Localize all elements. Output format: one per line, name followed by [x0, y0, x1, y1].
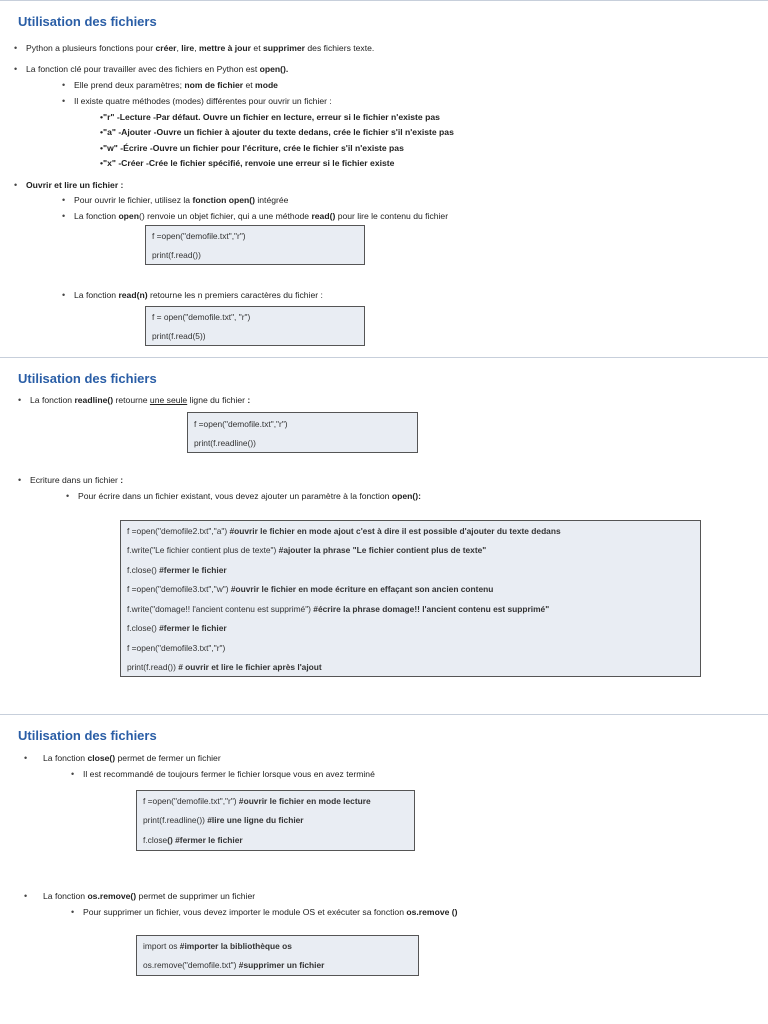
slide-1 — [0, 0, 768, 358]
bullet-text: La fonction read(n) retourne les n premiers caractères du fichier : — [74, 290, 323, 300]
bullet-icon: • — [18, 395, 22, 405]
bullet-text: La fonction open() renvoie un objet fichier, qui a une méthode read() pour lire le contenu du fichier — [74, 211, 449, 221]
bullet-text: Ouvrir et lire un fichier : — [26, 180, 124, 190]
bullet-icon: • — [24, 891, 28, 901]
bullet-text: Pour écrire dans un fichier existant, vous devez ajouter un paramètre à la fonction open(): — [78, 491, 421, 501]
bullet-icon: • — [62, 96, 66, 106]
code-line: print(f.readline()) — [194, 438, 256, 448]
code-block — [120, 520, 701, 677]
bullet-icon: • — [24, 753, 28, 763]
bullet-icon: • — [18, 475, 22, 485]
code-block — [136, 935, 419, 976]
mode-item: •"r" -Lecture -Par défaut. Ouvre un fichier en lecture, erreur si le fichier n'existe pas — [100, 112, 440, 122]
code-line: f.close() #fermer le fichier — [143, 835, 243, 845]
bullet-icon: • — [14, 64, 18, 74]
code-line: f.close() #fermer le fichier — [127, 565, 227, 575]
slide-title: Utilisation des fichiers — [18, 371, 157, 386]
code-line: print(f.read()) # ouvrir et lire le fichier après l'ajout — [127, 662, 322, 672]
bullet-icon: • — [62, 211, 66, 221]
code-block — [136, 790, 415, 851]
bullet-icon: • — [14, 180, 18, 190]
bullet-text: Pour ouvrir le fichier, utilisez la fonction open() intégrée — [74, 195, 289, 205]
bullet-text: La fonction close() permet de fermer un fichier — [43, 753, 221, 763]
code-line: f.write("Le fichier contient plus de texte") #ajouter la phrase "Le fichier contient plus de texte" — [127, 545, 487, 555]
bullet-icon: • — [71, 769, 75, 779]
code-line: f.close() #fermer le fichier — [127, 623, 227, 633]
code-line: f =open("demofile3.txt","r") — [127, 643, 226, 653]
code-line: os.remove("demofile.txt") #supprimer un fichier — [143, 960, 325, 970]
code-line: f =open("demofile.txt","r") #ouvrir le fichier en mode lecture — [143, 796, 371, 806]
mode-item: •"a" -Ajouter -Ouvre un fichier à ajouter du texte dedans, crée le fichier s'il n'existe pas — [100, 127, 454, 137]
code-line: f =open("demofile3.txt","w") #ouvrir le fichier en mode écriture en effaçant son ancien contenu — [127, 584, 494, 594]
slide-title: Utilisation des fichiers — [18, 14, 157, 29]
mode-item: •"x" -Créer -Crée le fichier spécifié, renvoie une erreur si le fichier existe — [100, 158, 395, 168]
mode-item: •"w" -Écrire -Ouvre un fichier pour l'écriture, crée le fichier s'il n'existe pas — [100, 143, 404, 153]
slide-title: Utilisation des fichiers — [18, 728, 157, 743]
bullet-text: La fonction readline() retourne une seule ligne du fichier : — [30, 395, 251, 405]
bullet-text: Pour supprimer un fichier, vous devez importer le module OS et exécuter sa fonction os.remove () — [83, 907, 458, 917]
bullet-text: Elle prend deux paramètres; nom de fichier et mode — [74, 80, 278, 90]
bullet-icon: • — [62, 80, 66, 90]
bullet-icon: • — [66, 491, 70, 501]
code-line: f =open("demofile.txt","r") — [152, 231, 246, 241]
code-line: f =open("demofile.txt","r") — [194, 419, 288, 429]
code-block — [145, 306, 365, 346]
code-line: import os #importer la bibliothèque os — [143, 941, 292, 951]
bullet-text: Il est recommandé de toujours fermer le fichier lorsque vous en avez terminé — [83, 769, 375, 779]
code-block — [187, 412, 418, 453]
code-line: f =open("demofile2.txt","a") #ouvrir le fichier en mode ajout c'est à dire il est possible d'ajouter du texte dedans — [127, 526, 561, 536]
code-line: f = open("demofile.txt", "r") — [152, 312, 251, 322]
bullet-text: La fonction clé pour travailler avec des fichiers en Python est open(). — [26, 64, 289, 74]
code-line: print(f.readline()) #lire une ligne du fichier — [143, 815, 304, 825]
bullet-text: Ecriture dans un fichier : — [30, 475, 124, 485]
bullet-text: Python a plusieurs fonctions pour créer, lire, mettre à jour et supprimer des fichiers texte. — [26, 43, 375, 53]
bullet-icon: • — [62, 290, 66, 300]
slide-2 — [0, 357, 768, 714]
bullet-icon: • — [14, 43, 18, 53]
bullet-icon: • — [62, 195, 66, 205]
bullet-text: La fonction os.remove() permet de supprimer un fichier — [43, 891, 256, 901]
code-line: f.write("domage!! l'ancient contenu est supprimé") #écrire la phrase domage!! l'ancient contenu est supprimé" — [127, 604, 550, 614]
slide-3 — [0, 714, 768, 1024]
code-block — [145, 225, 365, 265]
bullet-icon: • — [71, 907, 75, 917]
code-line: print(f.read(5)) — [152, 331, 206, 341]
code-line: print(f.read()) — [152, 250, 201, 260]
bullet-text: Il existe quatre méthodes (modes) différentes pour ouvrir un fichier : — [74, 96, 332, 106]
